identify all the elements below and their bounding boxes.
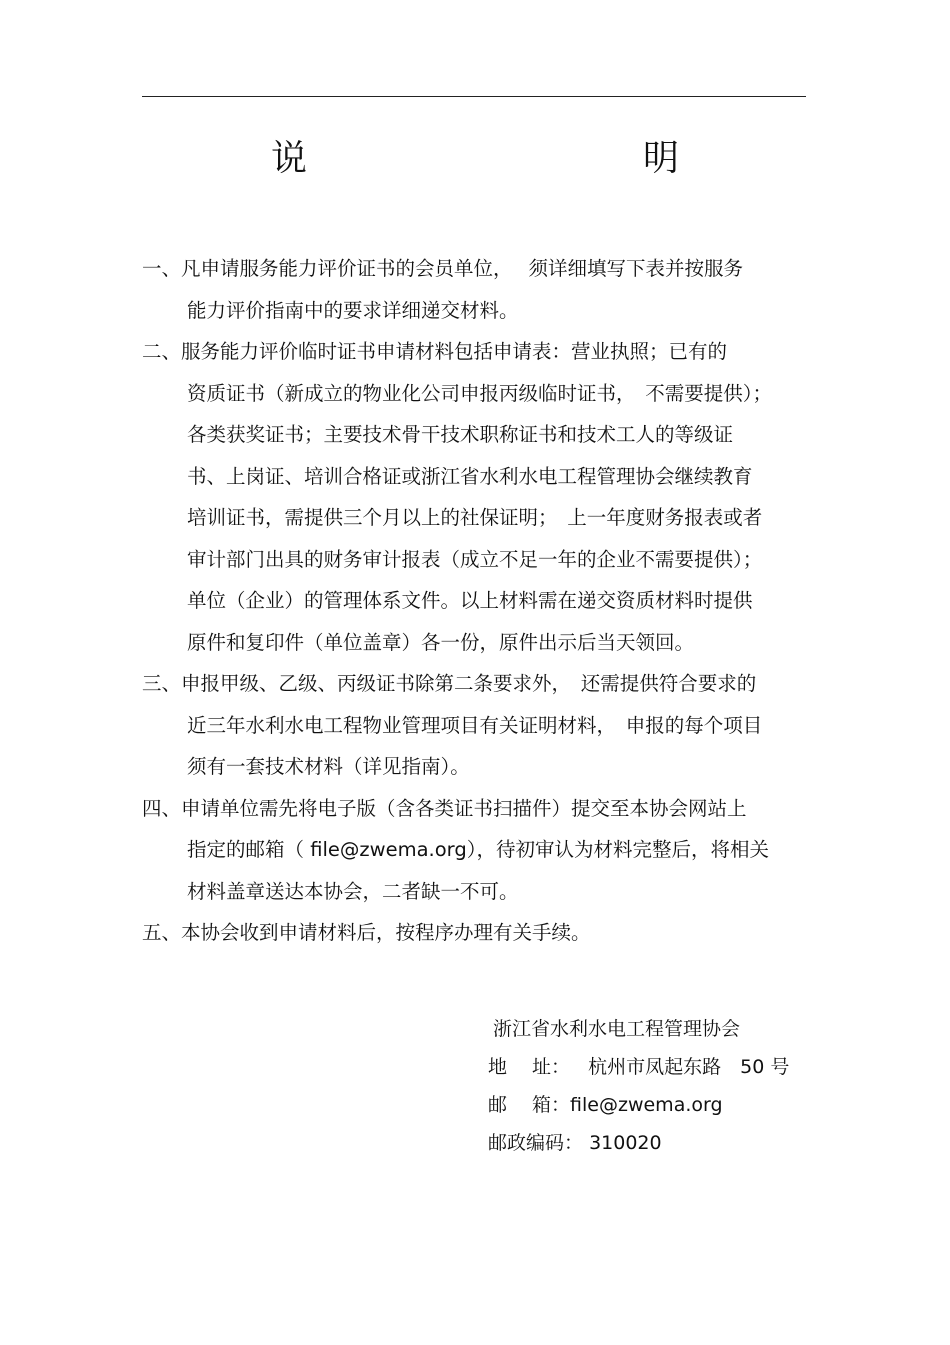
organization-name: 浙江省水利水电工程管理协会 bbox=[493, 1018, 741, 1040]
postcode-line bbox=[488, 1124, 818, 1162]
list-item-1-line-2: 能力评价指南中的要求详细递交材料。 bbox=[187, 298, 519, 322]
list-item-5-line-1 bbox=[142, 912, 812, 954]
list-item-3-line-2: 近三年水利水电工程物业管理项目有关证明材料， 申报的每个项目 bbox=[187, 713, 763, 737]
item-number: 四、 bbox=[142, 796, 182, 820]
list-item-3-line-3: 须有一套技术材料（详见指南）。 bbox=[187, 755, 470, 778]
item-number: 一、 bbox=[142, 257, 182, 280]
instructions-list bbox=[142, 248, 812, 954]
postcode-label: 邮政编码： bbox=[488, 1132, 584, 1154]
top-divider bbox=[142, 96, 806, 97]
list-item-1-line-1 bbox=[142, 248, 812, 290]
email-line bbox=[488, 1086, 818, 1124]
list-item-2-line-8: 原件和复印件（单位盖章）各一份，原件出示后当天领回。 bbox=[187, 630, 695, 654]
list-item-2-line-2: 资质证书（新成立的物业化公司申报丙级临时证书， 不需要提供）； bbox=[187, 381, 773, 405]
item-text: 凡申请服务能力评价证书的会员单位， 须详细填写下表并按服务 bbox=[181, 257, 743, 280]
list-item-4-line-2: 指定的邮箱（ file@zwema.org），待初审认为材料完整后，将相关 bbox=[187, 838, 769, 861]
address-value: 杭州市凤起东路 50 号 bbox=[588, 1056, 790, 1078]
item-text: 本协会收到申请材料后，按程序办理有关手续。 bbox=[181, 921, 591, 944]
item-number: 三、 bbox=[142, 672, 182, 695]
list-item-2-line-1 bbox=[142, 331, 812, 373]
email-label: 邮 箱： bbox=[488, 1094, 571, 1116]
item-text: 服务能力评价临时证书申请材料包括申请表：营业执照；已有的 bbox=[181, 340, 728, 363]
item-number: 二、 bbox=[142, 340, 182, 363]
contact-block bbox=[488, 1010, 818, 1162]
list-item-2-line-4: 书、上岗证、培训合格证或浙江省水利水电工程管理协会继续教育 bbox=[187, 464, 753, 488]
list-item-4-line-1 bbox=[142, 788, 812, 830]
list-item-4-line-3: 材料盖章送达本协会，二者缺一不可。 bbox=[187, 879, 519, 903]
page-title: 说 明 bbox=[270, 138, 767, 179]
item-text: 申请单位需先将电子版（含各类证书扫描件）提交至本协会网站上 bbox=[181, 796, 747, 820]
list-item-3-line-1 bbox=[142, 663, 812, 705]
address-label: 地 址： bbox=[488, 1056, 571, 1078]
postcode-value: 310020 bbox=[589, 1132, 662, 1154]
list-item-2-line-7: 单位（企业）的管理体系文件。以上材料需在递交资质材料时提供 bbox=[187, 589, 753, 612]
list-item-2-line-6: 审计部门出具的财务审计报表（成立不足一年的企业不需要提供）； bbox=[187, 547, 763, 571]
list-item-2-line-5: 培训证书，需提供三个月以上的社保证明； 上一年度财务报表或者 bbox=[187, 506, 763, 529]
address-line bbox=[488, 1048, 818, 1086]
item-text: 申报甲级、乙级、丙级证书除第二条要求外， 还需提供符合要求的 bbox=[181, 672, 757, 695]
item-number: 五、 bbox=[142, 921, 182, 944]
email-value[interactable]: file@zwema.org bbox=[570, 1094, 723, 1116]
list-item-2-line-3: 各类获奖证书；主要技术骨干技术职称证书和技术工人的等级证 bbox=[187, 423, 734, 446]
